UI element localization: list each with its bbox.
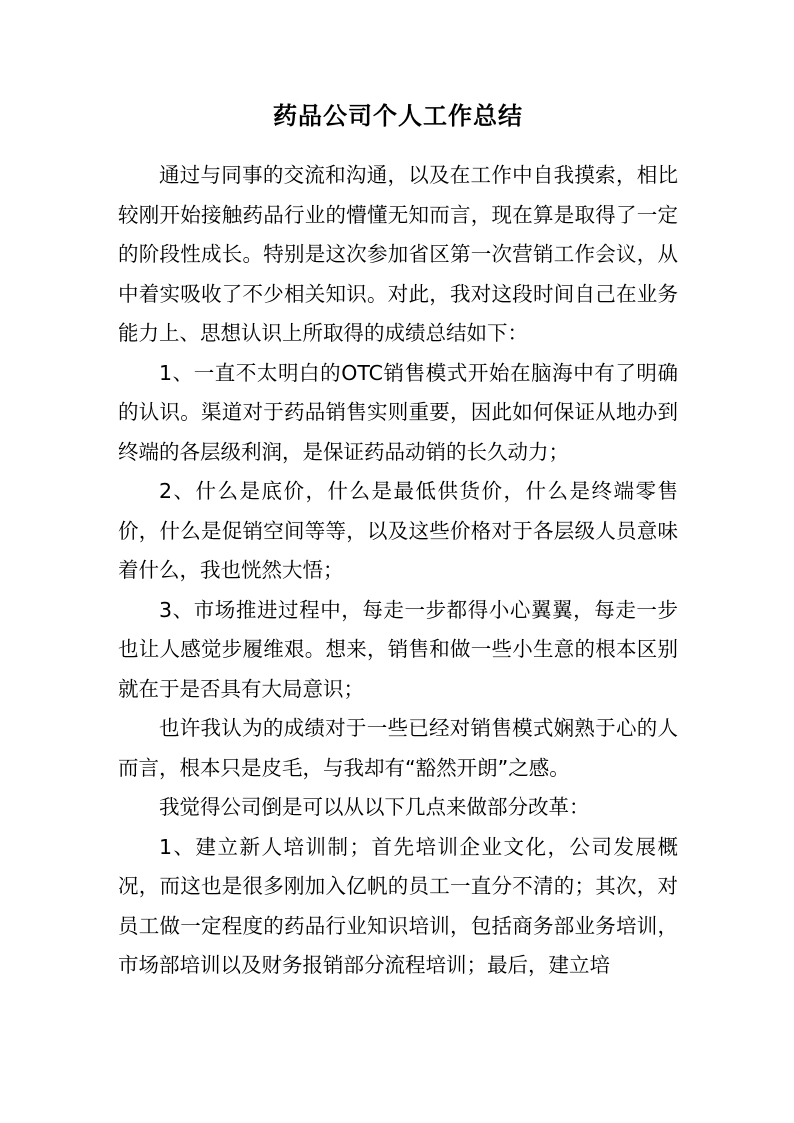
document-page [118, 96, 678, 986]
paragraph-point-1: 1、一直不太明白的OTC销售模式开始在脑海中有了明确的认识。渠道对于药品销售实则重要，因此如何保证从地办到终端的各层级利润，是保证药品动销的长久动力； [118, 360, 678, 464]
paragraph-point-3: 3、市场推进过程中，每走一步都得小心翼翼，每走一步也让人感觉步履维艰。想来，销售和做一些小生意的根本区别就在于是否具有大局意识； [118, 597, 678, 701]
paragraph-reflection: 也许我认为的成绩对于一些已经对销售模式娴熟于心的人而言，根本只是皮毛，与我却有“豁然开朗”之感。 [118, 716, 678, 780]
document-title: 药品公司个人工作总结 [273, 102, 523, 130]
paragraph-point-2: 2、什么是底价，什么是最低供货价，什么是终端零售价，什么是促销空间等等，以及这些价格对于各层级人员意味着什么，我也恍然大悟； [118, 479, 678, 582]
paragraph-intro: 通过与同事的交流和沟通，以及在工作中自我摸索，相比较刚开始接触药品行业的懵懂无知而言，现在算是取得了一定的阶段性成长。特别是这次参加省区第一次营销工作会议，从中着实吸收了不少相关知识。对此，我对这段时间自己在业务能力上、思想认识上所取得的成绩总结如下： [118, 163, 678, 345]
paragraph-suggestions-intro: 我觉得公司倒是可以从以下几点来做部分改革： [159, 795, 590, 819]
paragraph-suggestion-1: 1、建立新人培训制；首先培训企业文化，公司发展概况，而这也是很多刚加入亿帆的员工一直分不清的；其次，对员工做一定程度的药品行业知识培训，包括商务部业务培训，市场部培训以及财务报销部分流程培训；最后，建立培 [118, 834, 678, 977]
